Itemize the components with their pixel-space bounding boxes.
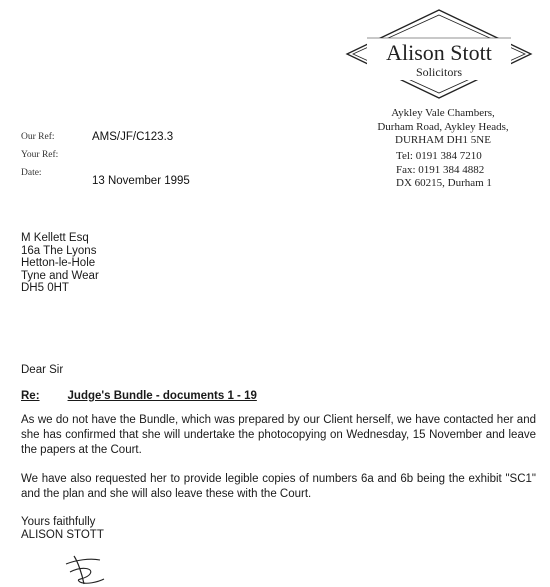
our-ref-label: Our Ref: [21, 132, 55, 142]
our-ref-value: AMS/JF/C123.3 [92, 131, 174, 143]
recipient-line: DH5 0HT [21, 282, 69, 295]
address-line: Aykley Vale Chambers, [391, 107, 495, 119]
recipient-line: Tyne and Wear [21, 269, 99, 282]
your-ref-label: Your Ref: [21, 150, 59, 160]
recipient-line: Hetton-le-Hole [21, 257, 96, 270]
firm-tel: Tel: 0191 384 7210 [396, 150, 482, 162]
firm-fax: Fax: 0191 384 4882 [396, 163, 485, 176]
firm-dx: DX 60215, Durham 1 [396, 177, 492, 189]
paragraph-1: As we do not have the Bundle, which was prepared by our Client herself, we have contacted her and she has confirmed that she will undertake the photocopying on Wednesday, 15 November and leave the papers at the Court. [21, 414, 536, 456]
recipient-address [21, 232, 99, 295]
firm-contact [396, 150, 492, 191]
subject-label: Re: [21, 390, 40, 402]
signature-icon [60, 552, 112, 586]
recipient-line: 16a The Lyons [21, 244, 97, 257]
logo-name: Alison Stott [386, 40, 492, 65]
date-label: Date: [21, 168, 42, 178]
subject-text: Judge's Bundle - documents 1 - 19 [67, 390, 257, 402]
logo-subtitle: Solicitors [415, 65, 463, 79]
firm-logo [345, 8, 533, 100]
date-value: 13 November 1995 [92, 175, 190, 187]
firm-address [352, 107, 534, 148]
recipient-line: M Kellett Esq [21, 232, 89, 244]
address-line: DURHAM DH1 5NE [395, 134, 491, 146]
signatory: ALISON STOTT [21, 529, 104, 541]
address-line: Durham Road, Aykley Heads, [377, 120, 509, 133]
subject-line [21, 390, 257, 402]
salutation: Dear Sir [21, 364, 64, 376]
paragraph-2: We have also requested her to provide legible copies of numbers 6a and 6b being the exhibit "SC1" and the plan and she will also leave these with the Court. [21, 473, 536, 500]
closing: Yours faithfully [21, 516, 96, 528]
